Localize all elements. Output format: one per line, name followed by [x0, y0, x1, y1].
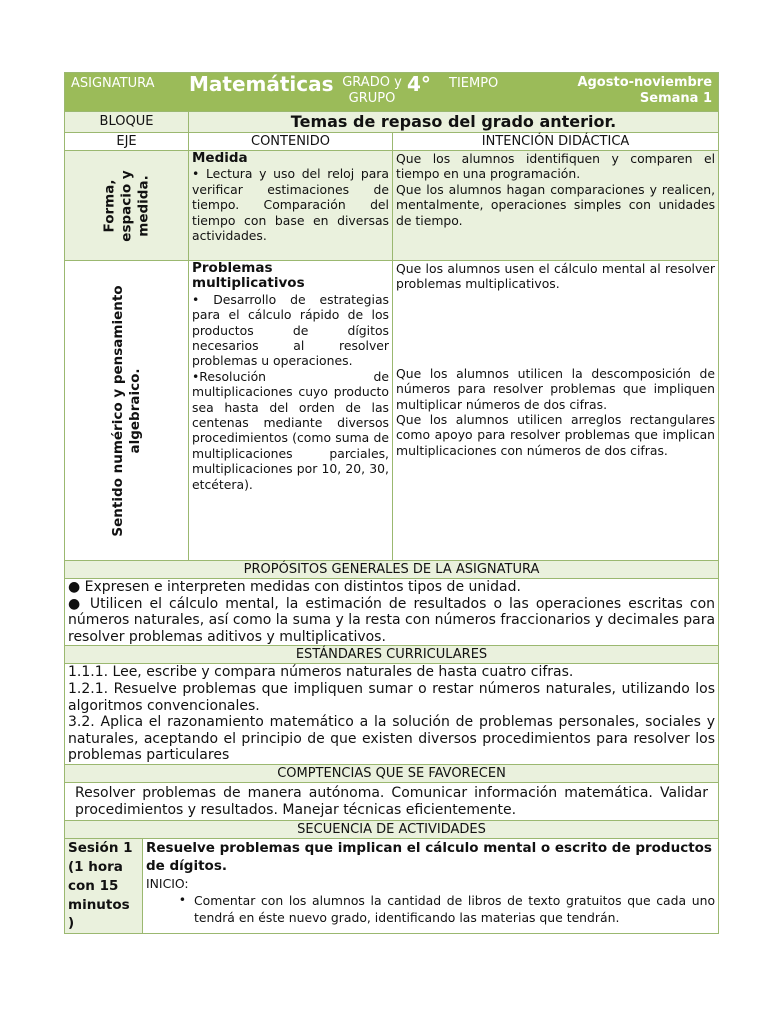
eje-line: algebraico. — [126, 367, 143, 454]
contenido-title: Medida — [192, 150, 248, 166]
intencion-text: Que los alumnos utilicen arreglos rectangulares como apoyo para resolver problemas que implican multiplicaciones con números de dos cifras. — [396, 412, 716, 458]
sesion-title: Resuelve problemas que implican el cálculo mental o escrito de productos de dígitos. — [146, 840, 712, 875]
proposito-item: ● Expresen e interpreten medidas con distintos tipos de unidad. — [68, 579, 521, 595]
eje-sentido-numerico — [65, 261, 189, 561]
intencion-heading: INTENCIÓN DIDÁCTICA — [393, 133, 719, 151]
contenido-heading: CONTENIDO — [189, 133, 393, 151]
eje-line: medida. — [135, 174, 151, 237]
tiempo-label: TIEMPO — [449, 76, 499, 91]
intencion-text: Que los alumnos usen el cálculo mental al resolver problemas multiplicativos. — [396, 261, 716, 292]
competencias-heading: COMPTENCIAS QUE SE FAVORECEN — [65, 764, 719, 782]
contenido-text: •Resolución de multiplicaciones cuyo producto sea hasta del orden de las centenas mediante diversos procedimientos (como suma de multiplicaciones parciales, multiplicaciones por 10, 20, 30, etcétera). — [192, 368, 389, 492]
grado-label: GRADO y GRUPO — [342, 75, 402, 106]
intencion-medida — [393, 151, 719, 261]
bloque-title: Temas de repaso del grado anterior. — [189, 112, 719, 133]
actividad-text: Comentar con los alumnos la cantidad de libros de texto gratuitos que cada uno tendrá en éste nuevo grado, identificando las materias que tendrán. — [194, 893, 716, 926]
competencias-body: Resolver problemas de manera autónoma. Comunicar información matemática. Validar procedimientos y resultados. Manejar técnicas eficientemente. — [65, 782, 719, 820]
contenido-text: • Desarrollo de estrategias para el cálculo rápido de los productos de dígitos necesarios al resolver problemas u operaciones. — [192, 291, 389, 369]
grado-value: 4° — [407, 72, 431, 96]
eje-line: Forma, — [101, 179, 117, 232]
estandares-body — [65, 664, 719, 765]
contenido-medida — [189, 151, 393, 261]
lesson-plan-page — [64, 72, 718, 934]
intencion-problemas-multiplicativos — [393, 261, 719, 561]
contenido-title: Problemas multiplicativos — [192, 260, 305, 292]
proposito-item: ● Utilicen el cálculo mental, la estimación de resultados o las operaciones escritas con números naturales, así como la suma y la resta con números fraccionarios y decimales para resolver problemas aditivos y multiplicativos. — [68, 595, 716, 645]
eje-line: espacio y — [118, 169, 134, 242]
intencion-text: Que los alumnos utilicen la descomposición de números para resolver problemas que impliquen multiplicar números de dos cifras. — [396, 365, 716, 412]
contenido-problemas-multiplicativos — [189, 261, 393, 561]
tiempo-value — [527, 75, 712, 107]
semana: Semana 1 — [639, 91, 713, 106]
secuencia-heading: SECUENCIA DE ACTIVIDADES — [65, 821, 719, 839]
sesion-body — [143, 839, 719, 934]
asignatura-label: ASIGNATURA — [71, 76, 155, 91]
lesson-plan-table — [64, 72, 719, 934]
header-bar — [65, 73, 719, 112]
estandar-item: 1.2.1. Resuelve problemas que impliquen sumar o restar números naturales, utilizando los algoritmos convencionales. — [68, 680, 716, 714]
eje-line: Sentido numérico y pensamiento — [109, 284, 126, 537]
eje-forma-espacio-medida — [65, 151, 189, 261]
inicio-label: INICIO: — [146, 876, 189, 892]
propositos-heading: PROPÓSITOS GENERALES DE LA ASIGNATURA — [65, 561, 719, 579]
estandar-item: 1.1.1. Lee, escribe y compara números naturales de hasta cuatro cifras. — [68, 664, 574, 681]
propositos-body — [65, 579, 719, 646]
estandar-item: 3.2. Aplica el razonamiento matemático a la solución de problemas personales, sociales y naturales, aceptando el principio de que existen diversos procedimientos para resolver los problemas particulares — [68, 714, 716, 764]
bullet-icon: • — [178, 892, 186, 908]
intencion-text: Que los alumnos identifiquen y comparen el tiempo en una programación. — [396, 151, 716, 182]
intencion-text: Que los alumnos hagan comparaciones y realicen, mentalmente, operaciones simples con unidades de tiempo. — [396, 181, 716, 228]
contenido-text: • Lectura y uso del reloj para verificar estimaciones de tiempo. Comparación del tiempo con base en diversas actividades. — [192, 166, 389, 244]
bloque-label: BLOQUE — [65, 112, 189, 133]
asignatura-value: Matemáticas — [189, 72, 334, 96]
periodo: Agosto-noviembre — [577, 75, 713, 90]
eje-heading: EJE — [65, 133, 189, 151]
estandares-heading: ESTÁNDARES CURRICULARES — [65, 646, 719, 664]
actividad-item — [146, 892, 715, 926]
sesion-label: Sesión 1 (1 hora con 15 minutos ) — [65, 839, 143, 934]
